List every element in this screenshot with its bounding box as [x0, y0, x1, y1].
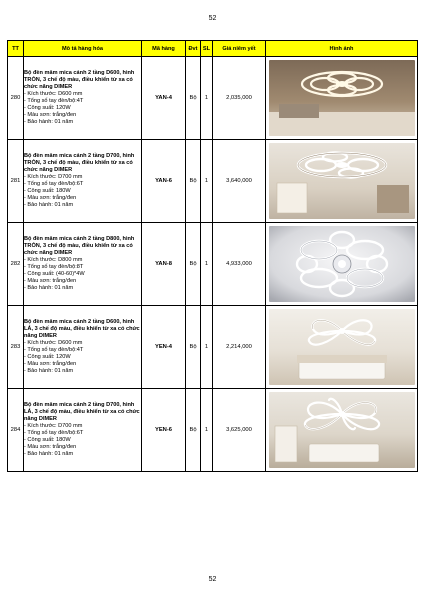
- row-qty: 1: [201, 306, 213, 389]
- row-qty: 1: [201, 223, 213, 306]
- table-row: [8, 223, 418, 306]
- table-row: [8, 140, 418, 223]
- row-image-cell: [266, 57, 418, 140]
- row-qty: 1: [201, 57, 213, 140]
- spec-line: - Tổng số tay đèn/bộ:6T: [24, 430, 84, 436]
- spec-line: - Màu sơn: trắng/đen: [24, 277, 77, 284]
- header-tt: TT: [8, 41, 24, 57]
- spec-line: - Công suất: 180W: [24, 436, 71, 443]
- product-title: Bộ đèn mâm mica cánh 2 tầng D600, hình TRÒN, 3 chế độ màu, điều khiển từ xa có chức năng DIMER: [24, 70, 135, 91]
- ceiling-light-round-photo: [269, 143, 415, 219]
- row-unit: Bộ: [186, 223, 201, 306]
- row-image-cell: [266, 306, 418, 389]
- header-image: Hình ảnh: [266, 41, 418, 57]
- spec-line: - Màu sơn: trắng/đen: [24, 360, 77, 367]
- row-code: YAN-4: [142, 57, 186, 140]
- header-unit: Đvt: [186, 41, 201, 57]
- spec-line: - Bảo hành: 01 năm: [24, 284, 74, 291]
- table-row: [8, 57, 418, 140]
- spec-line: - Bảo hành: 01 năm: [24, 118, 74, 125]
- row-qty: 1: [201, 140, 213, 223]
- row-price: 2,035,000: [213, 57, 266, 140]
- spec-line: - Công suất: 120W: [24, 104, 71, 111]
- header-qty: SL: [201, 41, 213, 57]
- row-tt: 284: [8, 389, 24, 472]
- spec-line: - Công suất: 120W: [24, 353, 71, 360]
- row-unit: Bộ: [186, 306, 201, 389]
- ceiling-light-leaf-photo: [269, 309, 415, 385]
- product-title: Bộ đèn mâm mica cánh 2 tầng D600, hình LÁ, 3 chế độ màu, điều khiển từ xa có chức năng DIMER: [24, 319, 140, 340]
- product-title: Bộ đèn mâm mica cánh 2 tầng D700, hình TRÒN, 3 chế độ màu, điều khiển từ xa có chức năng DIMER: [24, 153, 135, 174]
- ceiling-light-round-photo: [269, 60, 415, 136]
- spec-line: - Kích thước: D700 mm: [24, 423, 83, 430]
- row-description: [24, 389, 142, 472]
- row-unit: Bộ: [186, 140, 201, 223]
- spec-line: - Màu sơn: trắng/đen: [24, 194, 77, 201]
- row-image-cell: [266, 389, 418, 472]
- table-row: [8, 306, 418, 389]
- product-title: Bộ đèn mâm mica cánh 2 tầng D700, hình LÁ, 3 chế độ màu, điều khiển từ xa có chức năng DIMER: [24, 402, 140, 423]
- header-price: Giá niêm yết: [213, 41, 266, 57]
- row-price: 3,625,000: [213, 389, 266, 472]
- spec-line: - Màu sơn: trắng/đen: [24, 111, 77, 118]
- header-code: Mã hàng: [142, 41, 186, 57]
- page-number-bottom: 52: [208, 576, 217, 583]
- product-table: [7, 40, 418, 472]
- row-code: YEN-6: [142, 389, 186, 472]
- table-row: [8, 389, 418, 472]
- spec-line: - Kích thước: D800 mm: [24, 257, 83, 264]
- ceiling-light-leaf-photo: [269, 392, 415, 468]
- row-tt: 282: [8, 223, 24, 306]
- spec-line: - Tổng số tay đèn/bộ:8T: [24, 264, 84, 270]
- spec-line: - Bảo hành: 01 năm: [24, 201, 74, 208]
- spec-line: - Tổng số tay đèn/bộ:4T: [24, 98, 84, 104]
- spec-line: - Tổng số tay đèn/bộ:4T: [24, 347, 84, 353]
- row-price: 3,640,000: [213, 140, 266, 223]
- spec-line: - Kích thước: D600 mm: [24, 340, 83, 347]
- ceiling-light-round-photo: [269, 226, 415, 302]
- spec-line: - Kích thước: D700 mm: [24, 174, 83, 181]
- row-code: YAN-8: [142, 223, 186, 306]
- spec-line: - Công suất: 180W: [24, 187, 71, 194]
- row-tt: 281: [8, 140, 24, 223]
- row-image-cell: [266, 140, 418, 223]
- page-number-top: 52: [208, 15, 217, 22]
- spec-line: - Kích thước: D600 mm: [24, 91, 83, 98]
- row-description: [24, 306, 142, 389]
- row-price: 2,214,000: [213, 306, 266, 389]
- row-image-cell: [266, 223, 418, 306]
- spec-line: - Công suất: (40-60)*4W: [24, 270, 85, 277]
- row-tt: 280: [8, 57, 24, 140]
- row-unit: Bộ: [186, 57, 201, 140]
- row-code: YAN-6: [142, 140, 186, 223]
- spec-line: - Màu sơn: trắng/đen: [24, 443, 77, 450]
- spec-line: - Bảo hành: 01 năm: [24, 450, 74, 457]
- spec-line: - Tổng số tay đèn/bộ:6T: [24, 181, 84, 187]
- row-code: YEN-4: [142, 306, 186, 389]
- spec-line: - Bảo hành: 01 năm: [24, 367, 74, 374]
- product-title: Bộ đèn mâm mica cánh 2 tầng D800, hình TRÒN, 3 chế độ màu, điều khiển từ xa có chức năng DIMER: [24, 236, 135, 257]
- row-qty: 1: [201, 389, 213, 472]
- row-unit: Bộ: [186, 389, 201, 472]
- row-tt: 283: [8, 306, 24, 389]
- row-description: [24, 140, 142, 223]
- row-price: 4,933,000: [213, 223, 266, 306]
- table-header-row: [8, 41, 418, 57]
- header-description: Mô tả hàng hóa: [24, 41, 142, 57]
- row-description: [24, 57, 142, 140]
- row-description: [24, 223, 142, 306]
